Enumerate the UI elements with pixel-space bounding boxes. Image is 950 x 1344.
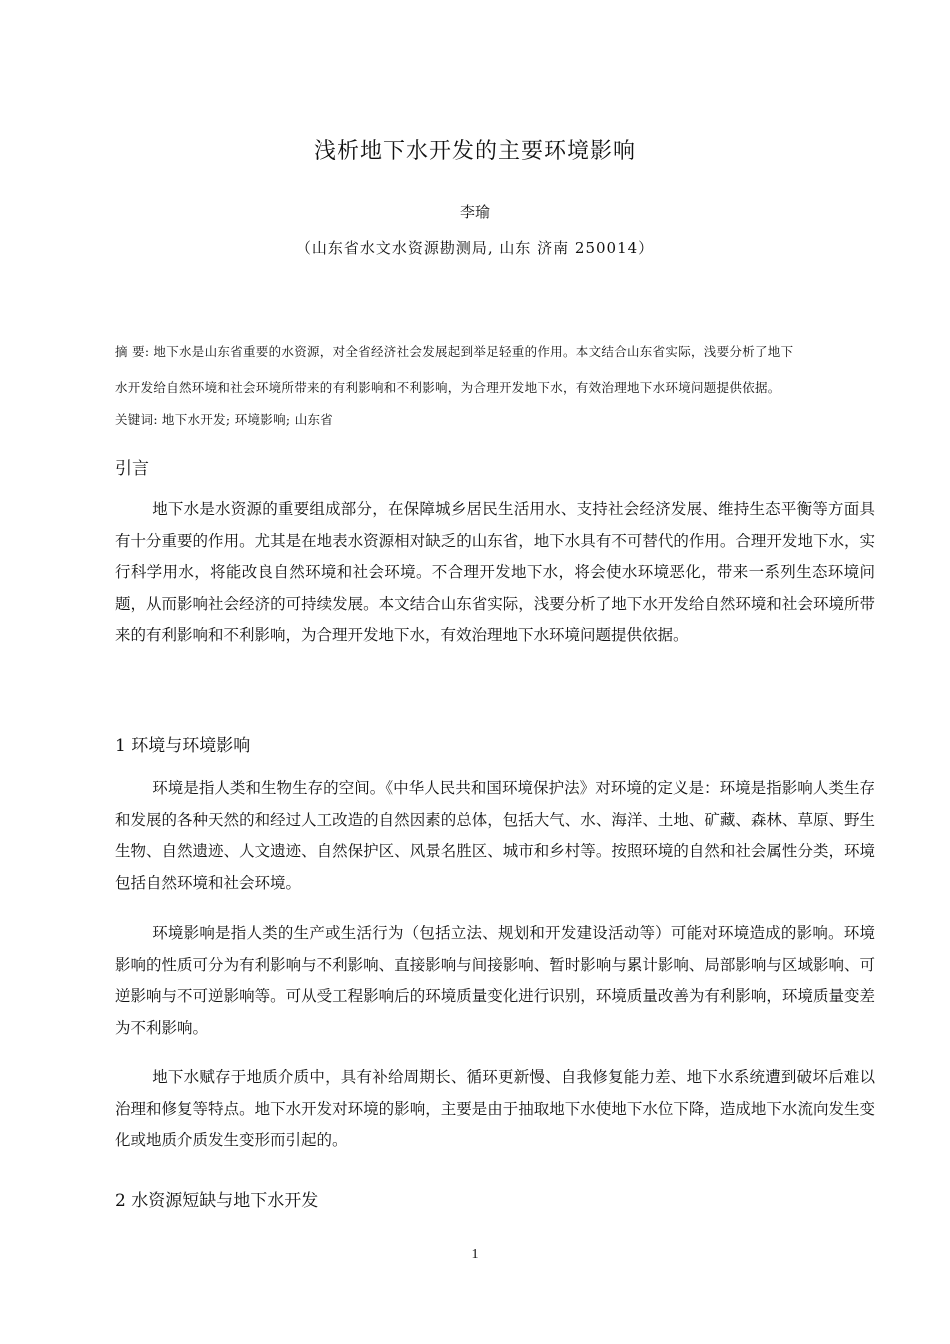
section-1-paragraph-3: 地下水赋存于地质介质中，具有补给周期长、循环更新慢、自我修复能力差、地下水系统遭到破坏后难以治理和修复等特点。地下水开发对环境的影响，主要是由于抽取地下水使地下水位下降，造成地下水流向发生变化或地质介质发生变形而引起的。	[115, 1068, 875, 1149]
page-number: 1	[471, 1247, 479, 1262]
abstract-line-1	[115, 342, 860, 360]
section-1-paragraph-2: 环境影响是指人类的生产或生活行为（包括立法、规划和开发建设活动等）可能对环境造成的影响。环境影响的性质可分为有利影响与不利影响、直接影响与间接影响、暂时影响与累计影响、局部影响与区域影响、可逆影响与不可逆影响等。可从受工程影响后的环境质量变化进行识别，环境质量改善为有利影响，环境质量变差为不利影响。	[115, 924, 875, 1037]
abstract-line-2	[115, 378, 860, 396]
section-1-paragraph-1: 环境是指人类和生物生存的空间。《中华人民共和国环境保护法》对环境的定义是：环境是指影响人类生存和发展的各种天然的和经过人工改造的自然因素的总体，包括大气、水、海洋、土地、矿藏、森林、草原、野生生物、自然遗迹、人文遗迹、自然保护区、风景名胜区、城市和乡村等。按照环境的自然和社会属性分类，环境包括自然环境和社会环境。	[115, 779, 875, 892]
page-title: 浅析地下水开发的主要环境影响	[313, 139, 636, 164]
section-heading-2: 2 水资源短缺与地下水开发	[115, 1191, 319, 1211]
abstract-text-1: 地下水是山东省重要的水资源，对全省经济社会发展起到举足轻重的作用。本文结合山东省实际，浅要分析了地下	[153, 344, 794, 359]
keywords-text: 地下水开发; 环境影响; 山东省	[161, 412, 334, 427]
author-name: 李瑜	[459, 203, 490, 221]
keywords-label: 关键词:	[115, 412, 158, 427]
section-heading-1: 1 环境与环境影响	[115, 736, 251, 756]
keywords-line	[115, 410, 860, 428]
abstract-text-2: 水开发给自然环境和社会环境所带来的有利影响和不利影响，为合理开发地下水，有效治理地下水环境问题提供依据。	[115, 380, 781, 395]
section-heading-intro: 引言	[115, 459, 149, 479]
intro-paragraph: 地下水是水资源的重要组成部分，在保障城乡居民生活用水、支持社会经济发展、维持生态平衡等方面具有十分重要的作用。尤其是在地表水资源相对缺乏的山东省，地下水具有不可替代的作用。合理开发地下水，实行科学用水，将能改良自然环境和社会环境。不合理开发地下水，将会使水环境恶化，带来一系列生态环境问题，从而影响社会经济的可持续发展。本文结合山东省实际，浅要分析了地下水开发给自然环境和社会环境所带来的有利影响和不利影响，为合理开发地下水，有效治理地下水环境问题提供依据。	[115, 500, 875, 644]
abstract-label: 摘 要:	[115, 344, 150, 359]
author-affiliation: （山东省水文水资源勘测局, 山东 济南 250014）	[295, 239, 655, 257]
